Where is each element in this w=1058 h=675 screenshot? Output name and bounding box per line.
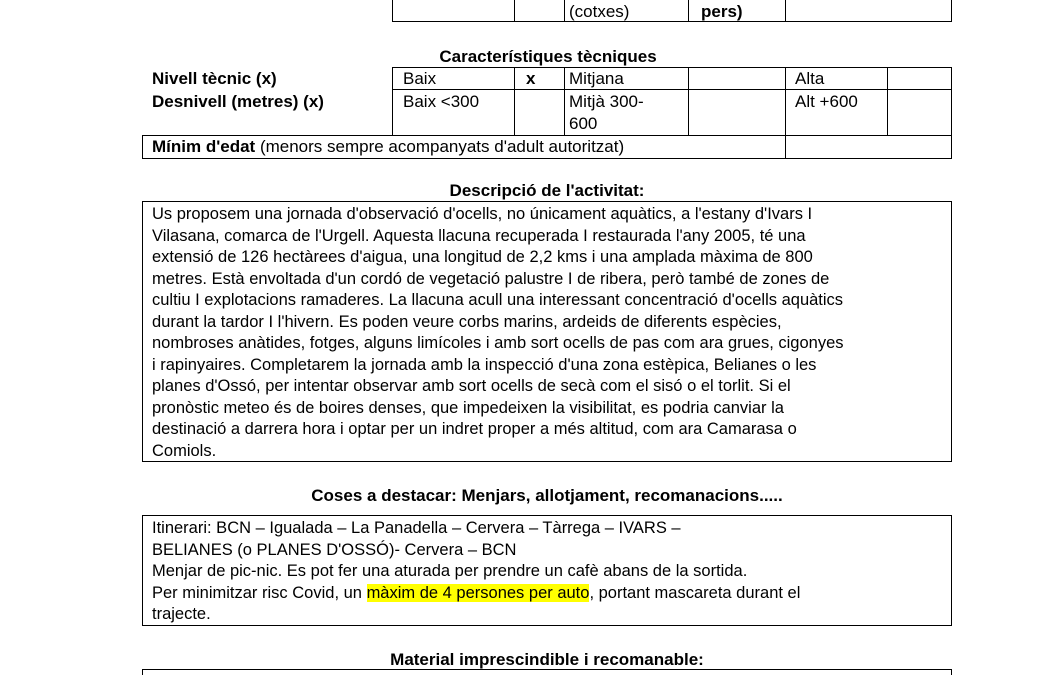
desnivell-baix: Baix <300 [403,92,480,111]
desnivell-mitja-line2: 600 [569,114,598,133]
desnivell-label: Desnivell (metres) (x) [152,92,324,111]
nivell-label: Nivell tècnic (x) [152,69,277,88]
minim-label: Mínim d'edat [152,137,256,156]
caracteristiques-grid [142,67,952,159]
cell-cotxes: (cotxes) [569,2,630,21]
coses-line: Menjar de pic-nic. Es pot fer una aturada per prendre un cafè abans de la sortida. [152,562,748,580]
caracteristiques-heading: Característiques tècniques [439,47,657,66]
descripcio-box [142,201,952,462]
cell-pers: pers) [701,2,743,21]
coses-box [142,515,952,626]
desnivell-alt: Alt +600 [795,92,858,111]
coses-line: trajecte. [152,605,211,623]
coses-heading: Coses a destacar: Menjars, allotjament, recomanacions..... [311,486,783,505]
minim-edat [152,137,624,157]
coses-line: Itinerari: BCN – Igualada – La Panadella – Cervera – Tàrrega – IVARS – [152,519,681,537]
descripcio-line: pronòstic meteo és de boires denses, que impedeixen la visibilitat, es podria canviar la [152,398,784,417]
coses-line4-after: , portant mascareta durant el [589,583,801,602]
coses-line4-before: Per minimitzar risc Covid, un [152,583,367,602]
descripcio-heading: Descripció de l'activitat: [449,181,645,200]
descripcio-line: Vilasana, comarca de l'Urgell. Aquesta llacuna recuperada I restaurada l'any 2005, té una [152,226,806,245]
top-table [392,0,952,22]
descripcio-line: Comiols. [152,441,217,460]
coses-line: BELIANES (o PLANES D'OSSÓ)- Cervera – BCN [152,540,517,559]
descripcio-line: extensió de 126 hectàrees d'aigua, una longitud de 2,2 kms i una amplada màxima de 800 [152,248,813,266]
nivell-alta: Alta [795,69,825,88]
desnivell-mitja-line1: Mitjà 300- [569,92,644,111]
descripcio-line: cultiu I explotacions ramaderes. La llacuna acull una interessant concentració d'ocells aquàtics [152,291,844,309]
coses-line [152,583,951,605]
descripcio-line: metres. Està envoltada d'un cordó de vegetació palustre I de ribera, però també de zones de [152,269,830,288]
material-box-top-border [142,669,952,670]
descripcio-line: Us proposem una jornada d'observació d'ocells, no únicament aquàtics, a l'estany d'Ivars I [152,205,813,223]
descripcio-line: destinació a darrera hora i optar per un indret proper a més altitud, com ara Camarasa o [152,420,797,438]
descripcio-line: nombroses anàtides, fotges, alguns limícoles i amb sort ocells de pas com ara grues, cigonyes [152,334,844,352]
highlighted-text: màxim de 4 persones per auto [366,583,590,602]
descripcio-line: planes d'Ossó, per intentar observar amb sort ocells de secà com el sisó o el torlit. Si el [152,377,791,395]
material-heading: Material imprescindible i recomanable: [390,650,704,669]
descripcio-line: i rapinyaires. Completarem la jornada amb la inspecció d'una zona estèpica, Belianes o les [152,355,817,374]
nivell-baix: Baix [403,69,437,88]
descripcio-line: durant la tardor I l'hivern. Es poden veure corbs marins, ardeids de diferents espècies, [152,312,782,331]
nivell-mitjana: Mitjana [569,69,624,88]
minim-note: (menors sempre acompanyats d'adult autoritzat) [255,137,625,156]
nivell-mark: x [526,69,536,88]
